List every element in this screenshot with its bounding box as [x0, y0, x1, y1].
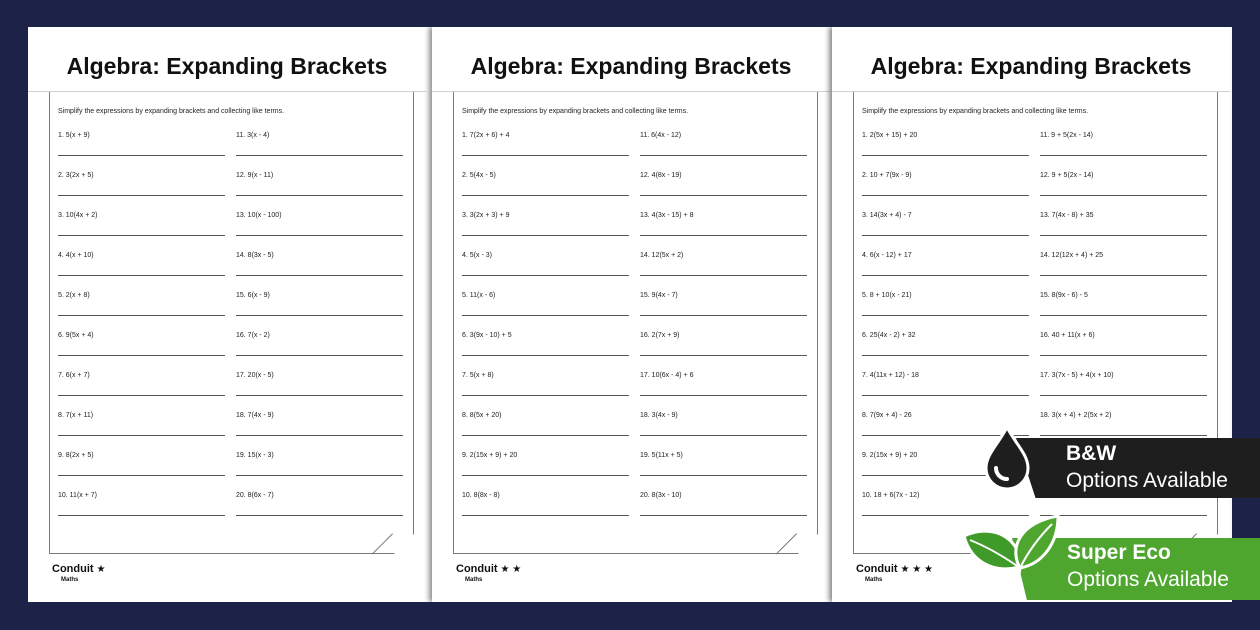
title-divider [832, 91, 1230, 92]
question [862, 286, 1029, 326]
question-text: 5. 2(x + 8) [58, 292, 90, 299]
answer-line [58, 515, 225, 516]
question [462, 246, 629, 286]
answer-line [58, 195, 225, 196]
answer-line [236, 275, 403, 276]
answer-line [462, 235, 629, 236]
answer-line [462, 155, 629, 156]
answer-line [862, 155, 1029, 156]
question [58, 406, 225, 446]
question [462, 446, 629, 486]
question-text: 3. 14(3x + 4) - 7 [862, 212, 912, 219]
question-text: 4. 4(x + 10) [58, 252, 94, 259]
instructions: Simplify the expressions by expanding brackets and collecting like terms. [462, 108, 689, 115]
question-text: 1. 7(2x + 6) + 4 [462, 132, 510, 139]
question-text: 15. 9(4x - 7) [640, 292, 678, 299]
answer-line [640, 395, 807, 396]
question [236, 126, 403, 166]
question [640, 486, 807, 526]
logo-subtitle: Maths [61, 577, 79, 583]
question [58, 486, 225, 526]
question [236, 206, 403, 246]
question [236, 446, 403, 486]
answer-line [1040, 235, 1207, 236]
answer-line [640, 315, 807, 316]
question [640, 166, 807, 206]
question [462, 126, 629, 166]
answer-line [236, 395, 403, 396]
question-text: 13. 7(4x - 8) + 35 [1040, 212, 1094, 219]
leaf-icon [960, 512, 1070, 598]
question-text: 11. 9 + 5(2x - 14) [1040, 132, 1093, 139]
question [640, 246, 807, 286]
answer-line [236, 315, 403, 316]
question-column-left [462, 126, 629, 526]
answer-line [1040, 355, 1207, 356]
question [862, 206, 1029, 246]
answer-line [1040, 275, 1207, 276]
question-text: 16. 2(7x + 9) [640, 332, 680, 339]
question [236, 326, 403, 366]
question-text: 2. 5(4x - 5) [462, 172, 496, 179]
answer-line [462, 435, 629, 436]
question-text: 4. 5(x - 3) [462, 252, 492, 259]
question-text: 18. 3(x + 4) + 2(5x + 2) [1040, 412, 1112, 419]
question [462, 326, 629, 366]
ink-drop-icon [980, 424, 1034, 492]
difficulty-stars: ★ ★ ★ [900, 564, 933, 575]
question-text: 8. 7(9x + 4) - 26 [862, 412, 912, 419]
question [236, 406, 403, 446]
question-text: 5. 11(x - 6) [462, 292, 496, 299]
answer-line [58, 435, 225, 436]
question-text: 2. 10 + 7(9x - 9) [862, 172, 912, 179]
question-text: 19. 15(x - 3) [236, 452, 274, 459]
question [1040, 366, 1207, 406]
question [862, 366, 1029, 406]
answer-line [236, 435, 403, 436]
question-text: 10. 11(x + 7) [58, 492, 97, 499]
question-text: 9. 8(2x + 5) [58, 452, 94, 459]
title-divider [28, 91, 426, 92]
question-text: 17. 10(6x - 4) + 6 [640, 372, 694, 379]
answer-line [640, 235, 807, 236]
logo-brand: Conduit [456, 563, 498, 575]
answer-line [462, 355, 629, 356]
answer-line [58, 355, 225, 356]
conduit-maths-logo [52, 560, 106, 583]
question [236, 366, 403, 406]
bw-badge-subtitle: Options Available [1066, 469, 1228, 492]
question [862, 246, 1029, 286]
question [1040, 206, 1207, 246]
answer-line [1040, 315, 1207, 316]
question [1040, 246, 1207, 286]
answer-line [462, 515, 629, 516]
question-text: 16. 40 + 11(x + 6) [1040, 332, 1095, 339]
question [462, 206, 629, 246]
question [462, 166, 629, 206]
answer-line [640, 195, 807, 196]
question-text: 7. 4(11x + 12) - 18 [862, 372, 919, 379]
question-text: 19. 5(11x + 5) [640, 452, 683, 459]
question-text: 6. 9(5x + 4) [58, 332, 94, 339]
question [1040, 126, 1207, 166]
answer-line [58, 315, 225, 316]
question [58, 446, 225, 486]
question-text: 8. 7(x + 11) [58, 412, 94, 419]
worksheet-title: Algebra: Expanding Brackets [470, 53, 792, 79]
difficulty-stars: ★ ★ [500, 564, 522, 575]
answer-line [1040, 395, 1207, 396]
question [462, 486, 629, 526]
question [58, 126, 225, 166]
answer-line [58, 235, 225, 236]
question-text: 7. 6(x + 7) [58, 372, 90, 379]
answer-line [640, 155, 807, 156]
answer-line [58, 155, 225, 156]
question-text: 12. 9 + 5(2x - 14) [1040, 172, 1094, 179]
worksheet-2 [432, 27, 830, 602]
question [1040, 286, 1207, 326]
answer-line [236, 155, 403, 156]
question [236, 486, 403, 526]
question-columns [462, 126, 807, 526]
conduit-maths-logo [456, 560, 521, 583]
answer-line [462, 315, 629, 316]
conduit-maths-logo [856, 560, 933, 583]
question-text: 18. 7(4x - 9) [236, 412, 274, 419]
question-text: 3. 10(4x + 2) [58, 212, 98, 219]
question-text: 10. 8(8x - 8) [462, 492, 500, 499]
answer-line [58, 475, 225, 476]
answer-line [58, 275, 225, 276]
question-text: 6. 25(4x - 2) + 32 [862, 332, 916, 339]
answer-line [640, 435, 807, 436]
instructions: Simplify the expressions by expanding brackets and collecting like terms. [862, 108, 1089, 115]
question [462, 366, 629, 406]
answer-line [236, 475, 403, 476]
question [462, 286, 629, 326]
question-text: 6. 3(9x - 10) + 5 [462, 332, 512, 339]
question [58, 246, 225, 286]
question [58, 326, 225, 366]
question [1040, 326, 1207, 366]
answer-line [1040, 155, 1207, 156]
answer-line [236, 235, 403, 236]
answer-line [862, 275, 1029, 276]
question-text: 14. 12(12x + 4) + 25 [1040, 252, 1104, 259]
question [236, 286, 403, 326]
question-text: 10. 18 + 6(7x - 12) [862, 492, 920, 499]
answer-line [462, 475, 629, 476]
question-text: 8. 8(5x + 20) [462, 412, 502, 419]
question-text: 20. 8(6x - 7) [236, 492, 274, 499]
question [862, 326, 1029, 366]
answer-line [1040, 195, 1207, 196]
difficulty-stars: ★ [96, 564, 106, 575]
question-text: 18. 3(4x - 9) [640, 412, 678, 419]
answer-line [462, 275, 629, 276]
question [640, 206, 807, 246]
question-text: 11. 3(x - 4) [236, 132, 270, 139]
answer-line [862, 395, 1029, 396]
answer-line [236, 355, 403, 356]
logo-subtitle: Maths [865, 577, 883, 583]
question-text: 15. 6(x - 9) [236, 292, 270, 299]
question-text: 4. 6(x - 12) + 17 [862, 252, 912, 259]
question [58, 366, 225, 406]
answer-line [862, 315, 1029, 316]
question-column-right [640, 126, 807, 526]
question [640, 126, 807, 166]
question-columns [58, 126, 403, 526]
bw-options-badge [980, 424, 1260, 500]
question [640, 406, 807, 446]
question-text: 16. 7(x - 2) [236, 332, 270, 339]
question-text: 12. 4(8x - 19) [640, 172, 682, 179]
answer-line [236, 195, 403, 196]
worksheet-1 [28, 27, 426, 602]
question-text: 14. 12(5x + 2) [640, 252, 684, 259]
question-text: 3. 3(2x + 3) + 9 [462, 212, 510, 219]
question [58, 206, 225, 246]
question-text: 17. 20(x - 5) [236, 372, 274, 379]
question [236, 246, 403, 286]
eco-badge-subtitle: Options Available [1067, 568, 1229, 591]
answer-line [862, 235, 1029, 236]
title-divider [432, 91, 830, 92]
question-text: 13. 4(3x - 15) + 8 [640, 212, 694, 219]
question [640, 446, 807, 486]
question-column-left [58, 126, 225, 526]
question-text: 15. 8(9x - 6) - 5 [1040, 292, 1088, 299]
answer-line [58, 395, 225, 396]
question-text: 13. 10(x - 100) [236, 212, 282, 219]
question [58, 166, 225, 206]
answer-line [640, 475, 807, 476]
logo-brand: Conduit [856, 563, 898, 575]
worksheet-title: Algebra: Expanding Brackets [66, 53, 388, 79]
answer-line [640, 275, 807, 276]
answer-line [640, 355, 807, 356]
question [640, 286, 807, 326]
question-text: 17. 3(7x - 5) + 4(x + 10) [1040, 372, 1114, 379]
question-text: 7. 5(x + 8) [462, 372, 494, 379]
logo-subtitle: Maths [465, 577, 483, 583]
answer-line [462, 395, 629, 396]
super-eco-options-badge [960, 512, 1260, 602]
question-text: 2. 3(2x + 5) [58, 172, 94, 179]
logo-brand: Conduit [52, 563, 94, 575]
question-text: 1. 2(5x + 15) + 20 [862, 132, 918, 139]
answer-line [236, 515, 403, 516]
bw-badge-title: B&W [1066, 442, 1117, 465]
question [462, 406, 629, 446]
answer-line [640, 515, 807, 516]
question-text: 5. 8 + 10(x - 21) [862, 292, 912, 299]
eco-badge-title: Super Eco [1067, 541, 1171, 564]
answer-line [862, 355, 1029, 356]
worksheet-title: Algebra: Expanding Brackets [870, 53, 1192, 79]
question-text: 14. 8(3x - 5) [236, 252, 274, 259]
question-text: 1. 5(x + 9) [58, 132, 90, 139]
question-text: 9. 2(15x + 9) + 20 [862, 452, 918, 459]
instructions: Simplify the expressions by expanding brackets and collecting like terms. [58, 108, 285, 115]
question-text: 11. 6(4x - 12) [640, 132, 682, 139]
answer-line [862, 195, 1029, 196]
question [862, 166, 1029, 206]
question [862, 126, 1029, 166]
question [640, 326, 807, 366]
question [236, 166, 403, 206]
answer-line [462, 195, 629, 196]
question [640, 366, 807, 406]
question-text: 9. 2(15x + 9) + 20 [462, 452, 518, 459]
question-column-right [236, 126, 403, 526]
question [1040, 166, 1207, 206]
question-text: 12. 9(x - 11) [236, 172, 274, 179]
question-text: 20. 8(3x - 10) [640, 492, 682, 499]
question [58, 286, 225, 326]
